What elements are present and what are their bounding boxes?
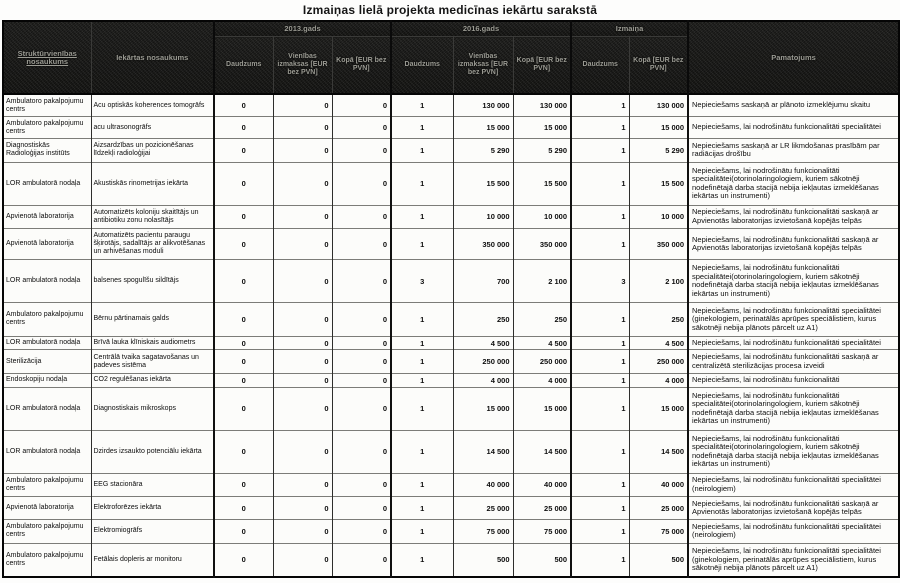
header-qty-change: Daudzums (571, 37, 629, 95)
cell-total-2013: 0 (332, 336, 391, 350)
cell-qty-2013: 0 (214, 520, 273, 543)
cell-qty-change: 1 (571, 373, 629, 387)
cell-qty-2013: 0 (214, 162, 273, 205)
cell-equipment: balsenes spogulīšu sildītājs (91, 260, 214, 303)
cell-unit-cost-2016: 14 500 (453, 430, 513, 473)
cell-total-2013: 0 (332, 117, 391, 139)
cell-unit: LOR ambulatorā nodaļa (3, 162, 91, 205)
cell-total-2016: 14 500 (513, 430, 571, 473)
cell-unit: Apvienotā laboratorija (3, 205, 91, 228)
cell-equipment: Automatizēts pacientu paraugu šķirotājs, sadalītājs ar alikvotēšanas un arhivēšanas moduli (91, 228, 214, 259)
cell-qty-change: 1 (571, 205, 629, 228)
table-row (3, 430, 899, 473)
table-row (3, 373, 899, 387)
cell-total-change: 250 (629, 303, 688, 336)
cell-qty-change: 1 (571, 117, 629, 139)
cell-qty-2016: 1 (391, 303, 453, 336)
cell-unit-cost-2013: 0 (273, 205, 332, 228)
cell-total-2016: 15 000 (513, 117, 571, 139)
cell-equipment: Elektroforēzes iekārta (91, 497, 214, 520)
cell-qty-change: 1 (571, 520, 629, 543)
cell-qty-2016: 1 (391, 228, 453, 259)
cell-total-change: 250 000 (629, 350, 688, 373)
cell-total-2013: 0 (332, 350, 391, 373)
cell-total-2013: 0 (332, 260, 391, 303)
cell-qty-change: 1 (571, 94, 629, 117)
cell-total-2013: 0 (332, 139, 391, 162)
cell-justification: Nepieciešams, lai nodrošinātu funkcionalitāti specialitātei(otorinolaringologiem, kuriem sākotnēji nodefinētajā darba stacijā nebija iekļautas izmeklēšanas iekārtas un instrumenti) (688, 162, 899, 205)
cell-total-2016: 15 500 (513, 162, 571, 205)
cell-qty-2013: 0 (214, 473, 273, 496)
cell-total-2013: 0 (332, 373, 391, 387)
cell-total-2016: 25 000 (513, 497, 571, 520)
cell-unit-cost-2013: 0 (273, 373, 332, 387)
cell-qty-2013: 0 (214, 350, 273, 373)
cell-qty-2016: 1 (391, 387, 453, 430)
table-row (3, 520, 899, 543)
cell-total-change: 75 000 (629, 520, 688, 543)
cell-total-change: 2 100 (629, 260, 688, 303)
cell-total-change: 4 500 (629, 336, 688, 350)
cell-unit: Apvienotā laboratorija (3, 497, 91, 520)
cell-unit-cost-2013: 0 (273, 430, 332, 473)
cell-total-change: 15 000 (629, 117, 688, 139)
cell-qty-change: 1 (571, 387, 629, 430)
cell-total-2016: 500 (513, 543, 571, 577)
cell-unit-cost-2016: 15 000 (453, 387, 513, 430)
cell-unit-cost-2013: 0 (273, 162, 332, 205)
cell-unit-cost-2013: 0 (273, 336, 332, 350)
cell-total-change: 25 000 (629, 497, 688, 520)
cell-justification: Nepieciešams, lai nodrošinātu funkcionalitāti saskaņā ar Apvienotās laboratorijas izvietošanā kopējās telpās (688, 497, 899, 520)
cell-total-2016: 4 000 (513, 373, 571, 387)
cell-qty-2013: 0 (214, 205, 273, 228)
cell-justification: Nepieciešams, lai nodrošinātu funkcionalitāti specialitātei (ginekologiem, perinatālās aprūpes speciālistiem, kurus sākotnēji nebija plānots pārcelt uz A1) (688, 543, 899, 577)
cell-unit-cost-2016: 130 000 (453, 94, 513, 117)
cell-unit: Apvienotā laboratorija (3, 228, 91, 259)
cell-equipment: Aizsardzības un pozicionēšanas līdzekļi radioloģijai (91, 139, 214, 162)
table-row (3, 350, 899, 373)
cell-unit-cost-2016: 4 000 (453, 373, 513, 387)
header-total-2013: Kopā [EUR bez PVN] (332, 37, 391, 95)
page-title: Izmaiņas lielā projekta medicīnas iekārtu sarakstā (302, 3, 598, 17)
cell-qty-change: 1 (571, 350, 629, 373)
cell-unit: LOR ambulatorā nodaļa (3, 336, 91, 350)
cell-qty-2013: 0 (214, 387, 273, 430)
cell-unit-cost-2016: 40 000 (453, 473, 513, 496)
header-qty-2016: Daudzums (391, 37, 453, 95)
cell-qty-2016: 1 (391, 117, 453, 139)
cell-total-2016: 250 (513, 303, 571, 336)
cell-justification: Nepieciešams, lai nodrošinātu funkcionalitāti specialitātei(otorinolaringologiem, kuriem sākotnēji nodefinētajā darba stacijā nebija iekļautas izmeklēšanas iekārtas un instrumenti) (688, 387, 899, 430)
cell-total-2016: 40 000 (513, 473, 571, 496)
cell-unit-cost-2013: 0 (273, 303, 332, 336)
cell-unit-cost-2016: 350 000 (453, 228, 513, 259)
cell-total-2013: 0 (332, 228, 391, 259)
cell-equipment: EEG stacionāra (91, 473, 214, 496)
cell-total-change: 15 500 (629, 162, 688, 205)
cell-unit-cost-2016: 700 (453, 260, 513, 303)
cell-total-2013: 0 (332, 303, 391, 336)
cell-unit: Ambulatoro pakalpojumu centrs (3, 520, 91, 543)
cell-unit-cost-2016: 15 000 (453, 117, 513, 139)
cell-qty-change: 1 (571, 497, 629, 520)
header-total-change: Kopā [EUR bez PVN] (629, 37, 688, 95)
cell-equipment: Bērnu pārtinamais galds (91, 303, 214, 336)
cell-unit-cost-2013: 0 (273, 387, 332, 430)
cell-unit: LOR ambulatorā nodaļa (3, 430, 91, 473)
cell-total-2013: 0 (332, 430, 391, 473)
cell-unit-cost-2013: 0 (273, 520, 332, 543)
cell-total-2013: 0 (332, 205, 391, 228)
table-header (3, 21, 899, 94)
cell-qty-2016: 1 (391, 205, 453, 228)
cell-total-change: 4 000 (629, 373, 688, 387)
header-total-2016: Kopā [EUR bez PVN] (513, 37, 571, 95)
cell-qty-2013: 0 (214, 543, 273, 577)
header-group-row (3, 21, 899, 37)
cell-total-2013: 0 (332, 94, 391, 117)
cell-unit-cost-2013: 0 (273, 350, 332, 373)
cell-qty-change: 3 (571, 260, 629, 303)
cell-equipment: Diagnostiskais mikroskops (91, 387, 214, 430)
cell-total-2016: 10 000 (513, 205, 571, 228)
cell-total-2013: 0 (332, 497, 391, 520)
cell-qty-2013: 0 (214, 430, 273, 473)
cell-justification: Nepieciešams, lai nodrošinātu funkcionalitāti (688, 373, 899, 387)
cell-unit-cost-2016: 250 000 (453, 350, 513, 373)
cell-justification: Nepieciešams, lai nodrošinātu funkcionalitāti specialitātei (688, 336, 899, 350)
cell-unit: LOR ambulatorā nodaļa (3, 387, 91, 430)
cell-equipment: Dzirdes izsaukto potenciālu iekārta (91, 430, 214, 473)
cell-justification: Nepieciešams, lai nodrošinātu funkcionalitāti specialitātei (ginekologiem, perinatālās aprūpes speciālistiem, kurus sākotnēji nebija plānots pārcelt uz A1) (688, 303, 899, 336)
cell-equipment: Brīvā lauka klīniskais audiometrs (91, 336, 214, 350)
cell-qty-change: 1 (571, 430, 629, 473)
table-row (3, 336, 899, 350)
cell-total-change: 14 500 (629, 430, 688, 473)
header-group-change: Izmaiņa (571, 21, 688, 37)
cell-qty-2016: 1 (391, 94, 453, 117)
cell-unit-cost-2016: 10 000 (453, 205, 513, 228)
cell-justification: Nepieciešams, lai nodrošinātu funkcionalitāti specialitātei (neirologiem) (688, 473, 899, 496)
cell-justification: Nepieciešams, lai nodrošinātu funkcionalitāti specialitātei (688, 117, 899, 139)
cell-qty-change: 1 (571, 543, 629, 577)
cell-total-2013: 0 (332, 162, 391, 205)
table-row (3, 260, 899, 303)
cell-qty-2016: 1 (391, 497, 453, 520)
cell-unit: Ambulatoro pakalpojumu centrs (3, 473, 91, 496)
cell-qty-2013: 0 (214, 117, 273, 139)
cell-qty-2016: 1 (391, 139, 453, 162)
cell-justification: Nepieciešams saskaņā ar LR likmdošanas prasībām par radiācijas drošību (688, 139, 899, 162)
cell-total-2013: 0 (332, 543, 391, 577)
cell-qty-change: 1 (571, 473, 629, 496)
cell-equipment: acu ultrasonogrāfs (91, 117, 214, 139)
cell-qty-2016: 3 (391, 260, 453, 303)
cell-unit-cost-2013: 0 (273, 497, 332, 520)
cell-unit: Ambulatoro pakalpojumu centrs (3, 117, 91, 139)
cell-justification: Nepieciešams, lai nodrošinātu funkcionalitāti specialitātei (neirologiem) (688, 520, 899, 543)
cell-equipment: Acu optiskās koherences tomogrāfs (91, 94, 214, 117)
cell-total-2016: 250 000 (513, 350, 571, 373)
table-row (3, 543, 899, 577)
cell-qty-2016: 1 (391, 162, 453, 205)
cell-unit: Diagnostiskās Radioloģijas institūts (3, 139, 91, 162)
cell-qty-2013: 0 (214, 228, 273, 259)
header-equipment: Iekārtas nosaukums (91, 21, 214, 94)
cell-unit: Endoskopiju nodaļa (3, 373, 91, 387)
header-unit-cost-2016: Vienības izmaksas [EUR bez PVN] (453, 37, 513, 95)
table-row (3, 387, 899, 430)
cell-unit: LOR ambulatorā nodaļa (3, 260, 91, 303)
cell-total-2013: 0 (332, 473, 391, 496)
cell-unit-cost-2016: 4 500 (453, 336, 513, 350)
cell-total-2016: 15 000 (513, 387, 571, 430)
table-row (3, 117, 899, 139)
header-group-2013: 2013.gads (214, 21, 391, 37)
table-row (3, 162, 899, 205)
cell-qty-2016: 1 (391, 336, 453, 350)
cell-justification: Nepieciešams, lai nodrošinātu funkcionalitāti saskaņā ar centralizētā sterilizācijas procesa izveidi (688, 350, 899, 373)
cell-justification: Nepieciešams saskaņā ar plānoto izmeklējumu skaitu (688, 94, 899, 117)
cell-unit-cost-2013: 0 (273, 94, 332, 117)
cell-qty-2016: 1 (391, 520, 453, 543)
cell-qty-2016: 1 (391, 350, 453, 373)
cell-total-change: 10 000 (629, 205, 688, 228)
cell-equipment: Centrālā tvaika sagatavošanas un padeves sistēma (91, 350, 214, 373)
cell-qty-2013: 0 (214, 94, 273, 117)
cell-qty-2013: 0 (214, 497, 273, 520)
cell-total-2013: 0 (332, 520, 391, 543)
cell-qty-change: 1 (571, 162, 629, 205)
cell-justification: Nepieciešams, lai nodrošinātu funkcionalitāti specialitātei(otorinolaringologiem, kuriem sākotnēji nodefinētajā darba stacijā nebija iekļautas izmeklēšanas iekārtas un instrumenti) (688, 260, 899, 303)
header-qty-2013: Daudzums (214, 37, 273, 95)
cell-qty-2013: 0 (214, 260, 273, 303)
cell-total-change: 40 000 (629, 473, 688, 496)
cell-unit-cost-2013: 0 (273, 228, 332, 259)
cell-unit-cost-2016: 250 (453, 303, 513, 336)
cell-qty-2016: 1 (391, 543, 453, 577)
cell-unit-cost-2013: 0 (273, 117, 332, 139)
cell-total-2016: 130 000 (513, 94, 571, 117)
cell-total-2016: 4 500 (513, 336, 571, 350)
cell-unit-cost-2016: 75 000 (453, 520, 513, 543)
cell-unit-cost-2013: 0 (273, 473, 332, 496)
cell-qty-2013: 0 (214, 139, 273, 162)
cell-unit: Ambulatoro pakalpojumu centrs (3, 543, 91, 577)
table-row (3, 139, 899, 162)
cell-unit: Ambulatoro pakalpojumu centrs (3, 303, 91, 336)
cell-equipment: Akustiskās rinometrijas iekārta (91, 162, 214, 205)
cell-justification: Nepieciešams, lai nodrošinātu funkcionalitāti specialitātei(otorinolaringologiem, kuriem sākotnēji nodefinētajā darba stacijā nebija iekļautas izmeklēšanas iekārtas un instrumenti) (688, 430, 899, 473)
header-group-2016: 2016.gads (391, 21, 571, 37)
cell-qty-2016: 1 (391, 473, 453, 496)
cell-unit-cost-2013: 0 (273, 260, 332, 303)
cell-qty-2016: 1 (391, 373, 453, 387)
cell-equipment: Automatizēts koloniju skaitītājs un antibiotiku zonu nolasītājs (91, 205, 214, 228)
cell-qty-2013: 0 (214, 303, 273, 336)
cell-total-change: 500 (629, 543, 688, 577)
cell-unit-cost-2016: 5 290 (453, 139, 513, 162)
header-unit-cost-2013: Vienības izmaksas [EUR bez PVN] (273, 37, 332, 95)
cell-qty-change: 1 (571, 336, 629, 350)
table-row (3, 497, 899, 520)
cell-total-2016: 350 000 (513, 228, 571, 259)
cell-equipment: Fetālais dopleris ar monitoru (91, 543, 214, 577)
cell-unit-cost-2016: 500 (453, 543, 513, 577)
cell-unit: Ambulatoro pakalpojumu centrs (3, 94, 91, 117)
header-justification: Pamatojums (688, 21, 899, 94)
header-unit: Struktūrvienības nosaukums (3, 21, 91, 94)
cell-equipment: CO2 regulēšanas iekārta (91, 373, 214, 387)
table-row (3, 94, 899, 117)
cell-total-change: 5 290 (629, 139, 688, 162)
cell-qty-change: 1 (571, 139, 629, 162)
cell-justification: Nepieciešams, lai nodrošinātu funkcionalitāti saskaņā ar Apvienotās laboratorijas izvietošanā kopējās telpās (688, 205, 899, 228)
cell-total-2016: 2 100 (513, 260, 571, 303)
cell-total-2016: 75 000 (513, 520, 571, 543)
cell-equipment: Elektromiogrāfs (91, 520, 214, 543)
cell-unit-cost-2016: 25 000 (453, 497, 513, 520)
cell-unit-cost-2013: 0 (273, 139, 332, 162)
cell-total-change: 15 000 (629, 387, 688, 430)
cell-unit-cost-2013: 0 (273, 543, 332, 577)
table-body (3, 94, 899, 577)
cell-unit: Sterilizācija (3, 350, 91, 373)
cell-qty-2013: 0 (214, 373, 273, 387)
cell-qty-2013: 0 (214, 336, 273, 350)
cell-total-2013: 0 (332, 387, 391, 430)
cell-qty-2016: 1 (391, 430, 453, 473)
cell-justification: Nepieciešams, lai nodrošinātu funkcionalitāti saskaņā ar Apvienotās laboratorijas izvietošanā kopējās telpās (688, 228, 899, 259)
table-row (3, 228, 899, 259)
cell-qty-change: 1 (571, 303, 629, 336)
table-row (3, 473, 899, 496)
table-row (3, 303, 899, 336)
cell-total-change: 350 000 (629, 228, 688, 259)
equipment-changes-table (2, 20, 900, 578)
cell-total-change: 130 000 (629, 94, 688, 117)
cell-unit-cost-2016: 15 500 (453, 162, 513, 205)
table-row (3, 205, 899, 228)
cell-total-2016: 5 290 (513, 139, 571, 162)
cell-qty-change: 1 (571, 228, 629, 259)
